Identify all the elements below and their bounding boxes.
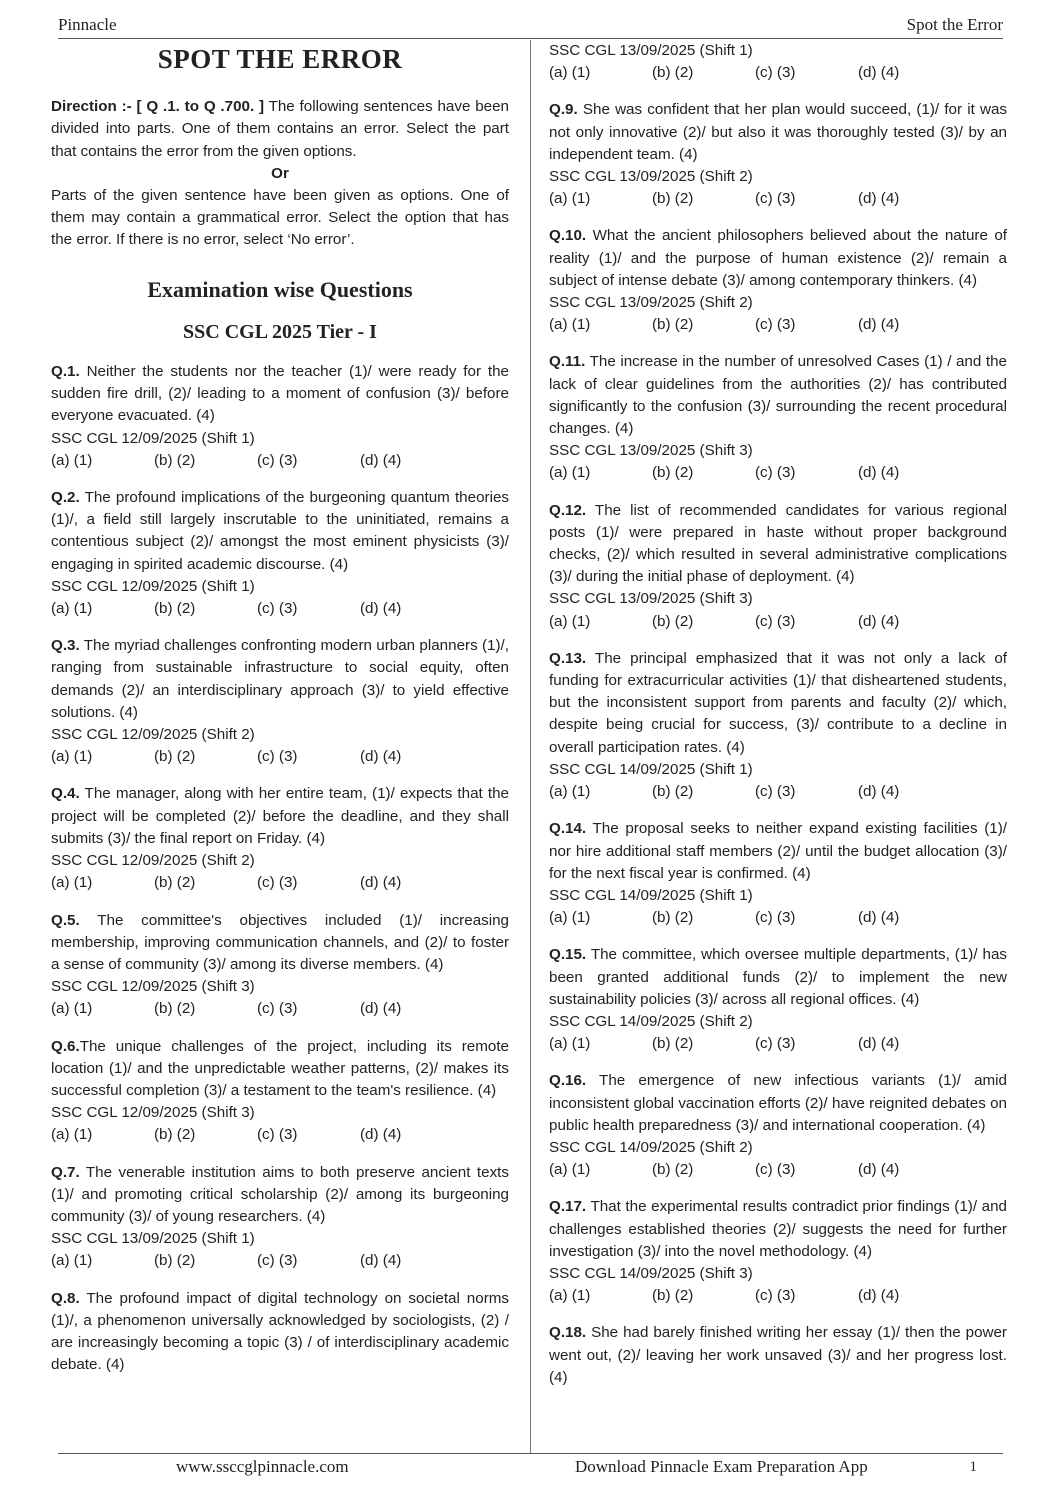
option-b: (b) (2) (652, 1161, 694, 1179)
question-options (549, 781, 1007, 803)
question-text: Q.6.The unique challenges of the project, including its remote location (1)/ and the unpredictable weather patterns, (2)/ makes its successful completion (3)/ a testament to the team's resilience. (4) (51, 1037, 509, 1099)
question-source: SSC CGL 13/09/2025 (Shift 3) (549, 590, 753, 608)
option-a: (a) (1) (51, 451, 93, 469)
option-b: (b) (2) (652, 316, 694, 334)
question-text: Q.18. She had barely finished writing her essay (1)/ then the power went out, (2)/ leaving her work unsaved (3)/ and her progress lost. (4) (549, 1324, 1007, 1386)
option-d: (d) (4) (858, 64, 900, 82)
question-number: Q.9. (549, 101, 578, 119)
option-c: (c) (3) (755, 783, 796, 801)
question-options (51, 998, 509, 1020)
option-a: (a) (1) (51, 874, 93, 892)
option-c: (c) (3) (755, 316, 796, 334)
option-b: (b) (2) (154, 1126, 196, 1144)
question-source: SSC CGL 13/09/2025 (Shift 2) (549, 294, 753, 312)
question-continuation (549, 40, 1007, 84)
option-c: (c) (3) (755, 1161, 796, 1179)
right-column (549, 40, 1007, 1452)
option-d: (d) (4) (360, 874, 402, 892)
option-c: (c) (3) (257, 600, 298, 618)
option-b: (b) (2) (154, 1000, 196, 1018)
option-a: (a) (1) (549, 1287, 591, 1305)
option-d: (d) (4) (360, 451, 402, 469)
question-item (51, 1288, 509, 1377)
option-a: (a) (1) (51, 748, 93, 766)
question-options (51, 746, 509, 768)
question-options (51, 1250, 509, 1272)
option-c: (c) (3) (257, 1000, 298, 1018)
question-number: Q.7. (51, 1163, 80, 1181)
question-number: Q.14. (549, 820, 587, 838)
question-number: Q.3. (51, 637, 80, 655)
question-text: Q.2. The profound implications of the burgeoning quantum theories (1)/, a field still largely inscrutable to the uninitiated, remains a contentious subject (2)/ amongst the most eminent physicists (3)/ engaging in spirited academic discourse. (4) (51, 489, 509, 573)
option-b: (b) (2) (154, 874, 196, 892)
option-b: (b) (2) (652, 64, 694, 82)
question-options (549, 907, 1007, 929)
option-d: (d) (4) (858, 612, 900, 630)
question-text: Q.5. The committee's objectives included (1)/ increasing membership, improving communication channels, and (2)/ to foster a sense of community (3)/ among its diverse members. (4) (51, 911, 509, 973)
option-d: (d) (4) (858, 783, 900, 801)
question-options (549, 62, 1007, 84)
option-c: (c) (3) (257, 874, 298, 892)
direction-text-2: Parts of the given sentence have been given as options. One of them may contain a grammatical error. Select the option that has the error. If there is no error, select ‘No error’. (51, 187, 509, 249)
question-item (549, 818, 1007, 929)
question-options (51, 450, 509, 472)
question-item (549, 944, 1007, 1055)
question-item (549, 225, 1007, 336)
page-footer (58, 1453, 1003, 1494)
option-b: (b) (2) (652, 1035, 694, 1053)
question-item (51, 361, 509, 472)
question-text: Q.17. That the experimental results contradict prior findings (1)/ and challenges established theories (2)/ suggests the need for further investigation (3)/ into the novel methodology. (4) (549, 1198, 1007, 1260)
option-a: (a) (1) (549, 316, 591, 334)
question-text: Q.12. The list of recommended candidates for various regional posts (1)/ were prepared in haste without proper background checks, (2)/ which resulted in several administrative complications (3)/ during the initial phase of deployment. (4) (549, 501, 1007, 586)
question-item (549, 1196, 1007, 1307)
question-source: SSC CGL 14/09/2025 (Shift 1) (549, 886, 753, 904)
question-item (549, 99, 1007, 210)
question-options (549, 314, 1007, 336)
question-options (549, 611, 1007, 633)
option-a: (a) (1) (549, 1035, 591, 1053)
option-b: (b) (2) (154, 748, 196, 766)
exam-subtitle: SSC CGL 2025 Tier - I (183, 320, 377, 343)
option-c: (c) (3) (755, 190, 796, 208)
question-source: SSC CGL 14/09/2025 (Shift 3) (549, 1264, 753, 1282)
option-d: (d) (4) (360, 600, 402, 618)
option-c: (c) (3) (257, 1252, 298, 1270)
direction-or: Or (271, 164, 289, 182)
question-item (549, 351, 1007, 484)
option-c: (c) (3) (755, 1035, 796, 1053)
direction-block (51, 96, 509, 251)
direction-text: Direction :- [ Q .1. to Q .700. ] The following sentences have been divided into parts. One of them contains an error. Select the part that contains the error from the given options. (51, 98, 509, 160)
option-c: (c) (3) (257, 451, 298, 469)
option-a: (a) (1) (51, 1252, 93, 1270)
question-source: SSC CGL 14/09/2025 (Shift 1) (549, 760, 753, 778)
question-text: Q.3. The myriad challenges confronting modern urban planners (1)/, ranging from sustainable infrastructure to social equity, often demands (2)/ an interdisciplinary approach (3)/ to yield effective solutions. (4) (51, 637, 509, 721)
question-text: Q.4. The manager, along with her entire team, (1)/ expects that the project will be completed (2)/ before the deadline, and they shall submits (3)/ the final report on Friday. (4) (51, 785, 509, 847)
option-b: (b) (2) (154, 1252, 196, 1270)
option-c: (c) (3) (755, 909, 796, 927)
question-options (549, 462, 1007, 484)
question-item (549, 500, 1007, 633)
option-b: (b) (2) (652, 612, 694, 630)
question-number: Q.2. (51, 489, 80, 507)
option-a: (a) (1) (549, 612, 591, 630)
question-options (51, 1124, 509, 1146)
option-a: (a) (1) (549, 909, 591, 927)
question-item (549, 1070, 1007, 1181)
question-number: Q.6. (51, 1037, 80, 1055)
question-item (51, 783, 509, 894)
question-options (549, 1033, 1007, 1055)
option-d: (d) (4) (858, 464, 900, 482)
option-d: (d) (4) (360, 1000, 402, 1018)
option-c: (c) (3) (755, 464, 796, 482)
question-number: Q.15. (549, 946, 587, 964)
option-b: (b) (2) (652, 783, 694, 801)
option-a: (a) (1) (51, 1126, 93, 1144)
option-d: (d) (4) (858, 316, 900, 334)
page-number: 1 (969, 1459, 977, 1475)
question-item (51, 1036, 509, 1147)
question-number: Q.17. (549, 1198, 587, 1216)
option-b: (b) (2) (652, 190, 694, 208)
left-column (51, 40, 509, 1452)
option-b: (b) (2) (154, 600, 196, 618)
question-source: SSC CGL 12/09/2025 (Shift 1) (51, 577, 255, 595)
question-options (549, 1159, 1007, 1181)
option-a: (a) (1) (549, 190, 591, 208)
question-item (51, 635, 509, 768)
question-text: Q.8. The profound impact of digital technology on societal norms (1)/, a phenomenon universally acknowledged by sociologists, (2) / are increasingly becoming a topic (3) / of interdisciplinary academic debate. (4) (51, 1289, 509, 1374)
question-text: Q.11. The increase in the number of unresolved Cases (1) / and the lack of clear guidelines from the authorities (2)/ has contributed significantly to the confusion (3)/ surrounding the recent procedural changes. (4) (549, 353, 1007, 438)
option-d: (d) (4) (360, 1126, 402, 1144)
question-number: Q.4. (51, 785, 80, 803)
option-d: (d) (4) (360, 748, 402, 766)
question-source: SSC CGL 12/09/2025 (Shift 1) (51, 429, 255, 447)
page-title: SPOT THE ERROR (157, 44, 403, 74)
option-a: (a) (1) (549, 1161, 591, 1179)
question-source: SSC CGL 13/09/2025 (Shift 2) (549, 168, 753, 186)
question-text: Q.13. The principal emphasized that it was not only a lack of funding for extracurricular activities (1)/ that disheartened students, but the inconsistent support from parents and faculty (2)/ which, despite being crucial for success, (3)/ contribute to a decline in overall participation rates. (4) (549, 649, 1007, 756)
option-b: (b) (2) (652, 1287, 694, 1305)
option-d: (d) (4) (858, 909, 900, 927)
option-b: (b) (2) (652, 464, 694, 482)
question-text: Q.1. Neither the students nor the teacher (1)/ were ready for the sudden fire drill, (2)/ leading to a moment of confusion (3)/ before everyone evacuated. (4) (51, 363, 509, 425)
option-b: (b) (2) (154, 451, 196, 469)
question-number: Q.18. (549, 1324, 587, 1342)
question-item (51, 487, 509, 620)
question-number: Q.11. (549, 353, 586, 371)
question-source: SSC CGL 14/09/2025 (Shift 2) (549, 1138, 753, 1156)
question-number: Q.1. (51, 363, 80, 381)
question-source: SSC CGL 12/09/2025 (Shift 2) (51, 852, 255, 870)
option-a: (a) (1) (51, 1000, 93, 1018)
question-source: SSC CGL 14/09/2025 (Shift 2) (549, 1012, 753, 1030)
question-number: Q.5. (51, 911, 80, 929)
header-brand: Pinnacle (58, 15, 117, 34)
option-a: (a) (1) (549, 464, 591, 482)
option-c: (c) (3) (755, 612, 796, 630)
question-item (51, 910, 509, 1021)
option-a: (a) (1) (549, 64, 591, 82)
question-source: SSC CGL 12/09/2025 (Shift 3) (51, 1104, 255, 1122)
question-item (51, 1162, 509, 1273)
question-options (549, 1285, 1007, 1307)
question-text: Q.10. What the ancient philosophers believed about the nature of reality (1)/ and the purpose of human existence (2)/ remain a subject of intense debate (3)/ among contemporary thinkers. (4) (549, 227, 1007, 289)
option-d: (d) (4) (858, 1035, 900, 1053)
question-number: Q.10. (549, 227, 587, 245)
option-d: (d) (4) (858, 1161, 900, 1179)
question-item (549, 648, 1007, 803)
direction-label: Direction :- [ Q .1. to Q .700. ] (51, 98, 265, 116)
question-text: Q.14. The proposal seeks to neither expand existing facilities (1)/ nor hire additional staff members (2)/ until the budget allocation (3)/ for the next fiscal year is confirmed. (4) (549, 820, 1007, 882)
footer-app-promo: Download Pinnacle Exam Preparation App (575, 1457, 868, 1476)
question-text: Q.15. The committee, which oversee multiple departments, (1)/ has been granted additional funds (2)/ to implement the new sustainability policies (3)/ across all regional offices. (4) (549, 946, 1007, 1008)
question-options (549, 188, 1007, 210)
option-a: (a) (1) (549, 783, 591, 801)
footer-website-link[interactable]: www.ssccglpinnacle.com (176, 1457, 349, 1476)
question-source: SSC CGL 13/09/2025 (Shift 3) (549, 442, 753, 460)
option-c: (c) (3) (755, 1287, 796, 1305)
question-source: SSC CGL 13/09/2025 (Shift 1) (51, 1230, 255, 1248)
page-header (58, 10, 1003, 39)
option-c: (c) (3) (755, 64, 796, 82)
option-d: (d) (4) (858, 190, 900, 208)
option-d: (d) (4) (858, 1287, 900, 1305)
question-text: Q.16. The emergence of new infectious variants (1)/ amid inconsistent global vaccination efforts (2)/ have reignited debates on public health preparedness (3)/ and international cooperation. (4) (549, 1072, 1007, 1134)
question-options (51, 598, 509, 620)
column-divider (530, 40, 531, 1453)
question-source: SSC CGL 13/09/2025 (Shift 1) (549, 42, 753, 59)
question-text: Q.9. She was confident that her plan would succeed, (1)/ for it was not only innovative (2)/ but also it was thoroughly tested (3)/ by an independent team. (4) (549, 101, 1007, 163)
question-number: Q.12. (549, 501, 587, 519)
question-number: Q.8. (51, 1289, 80, 1307)
option-d: (d) (4) (360, 1252, 402, 1270)
question-item (549, 1322, 1007, 1389)
question-source: SSC CGL 12/09/2025 (Shift 2) (51, 726, 255, 744)
option-c: (c) (3) (257, 1126, 298, 1144)
question-number: Q.13. (549, 649, 587, 667)
question-source: SSC CGL 12/09/2025 (Shift 3) (51, 978, 255, 996)
question-options (51, 872, 509, 894)
option-c: (c) (3) (257, 748, 298, 766)
section-title: Examination wise Questions (147, 276, 413, 302)
option-a: (a) (1) (51, 600, 93, 618)
header-topic: Spot the Error (906, 15, 1003, 34)
option-b: (b) (2) (652, 909, 694, 927)
question-number: Q.16. (549, 1072, 587, 1090)
question-text: Q.7. The venerable institution aims to both preserve ancient texts (1)/ and promoting critical scholarship (2)/ among its burgeoning community (3)/ of young researchers. (4) (51, 1163, 509, 1225)
